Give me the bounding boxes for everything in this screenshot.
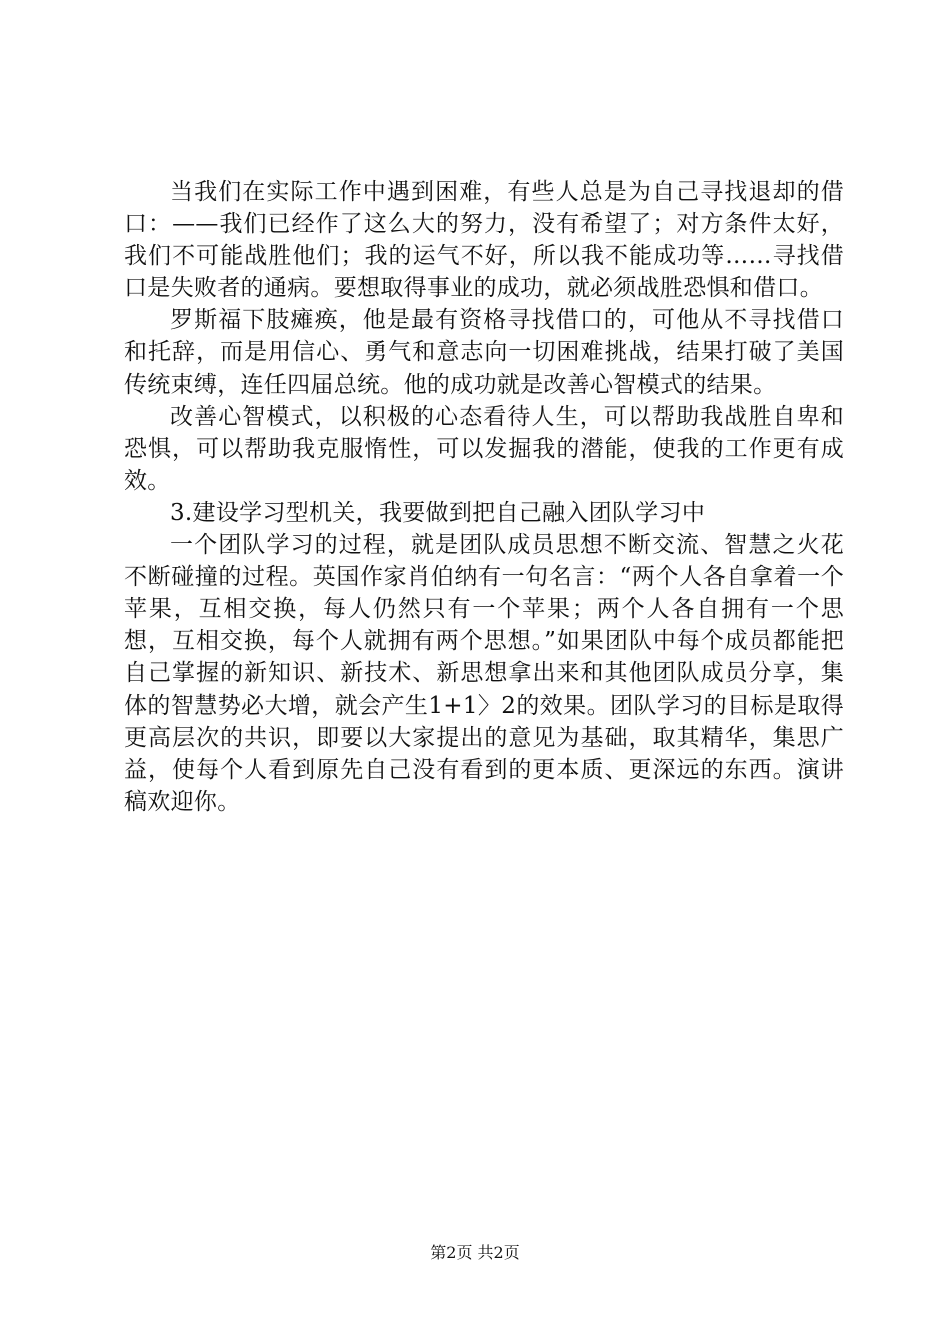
section-heading-team-learning: 3.建设学习型机关，我要做到把自己融入团队学习中: [170, 499, 706, 526]
page-footer: 第2页 共2页: [430, 1243, 520, 1262]
paragraph-mental-models: 改善心智模式，以积极的心态看待人生，可以帮助我战胜自卑和恐惧，可以帮助我克服惰性，可以发掘我的潜能，使我的工作更有成效。: [124, 403, 844, 494]
document-body: [124, 176, 844, 818]
paragraph-team-learning: 一个团队学习的过程，就是团队成员思想不断交流、智慧之火花不断碰撞的过程。英国作家肖伯纳有一句名言：“两个人各自拿着一个苹果，互相交换，每人仍然只有一个苹果；两个人各自拥有一个思想，互相交换，每个人就拥有两个思想。”如果团队中每个成员都能把自己掌握的新知识、新技术、新思想拿出来和其他团队成员分享，集体的智慧势必大增，就会产生1+1〉2的效果。团队学习的目标是取得更高层次的共识，即要以大家提出的意见为基础，取其精华，集思广益，使每个人看到原先自己没有看到的更本质、更深远的东西。演讲稿欢迎你。: [124, 532, 844, 815]
paragraph-excuses: 当我们在实际工作中遇到困难，有些人总是为自己寻找退却的借口：——我们已经作了这么大的努力，没有希望了；对方条件太好，我们不可能战胜他们；我的运气不好，所以我不能成功等……寻找借口是失败者的通病。要想取得事业的成功，就必须战胜恐惧和借口。: [124, 179, 844, 302]
paragraph-roosevelt: 罗斯福下肢瘫痪，他是最有资格寻找借口的，可他从不寻找借口和托辞，而是用信心、勇气和意志向一切困难挑战，结果打破了美国传统束缚，连任四届总统。他的成功就是改善心智模式的结果。: [124, 307, 844, 398]
